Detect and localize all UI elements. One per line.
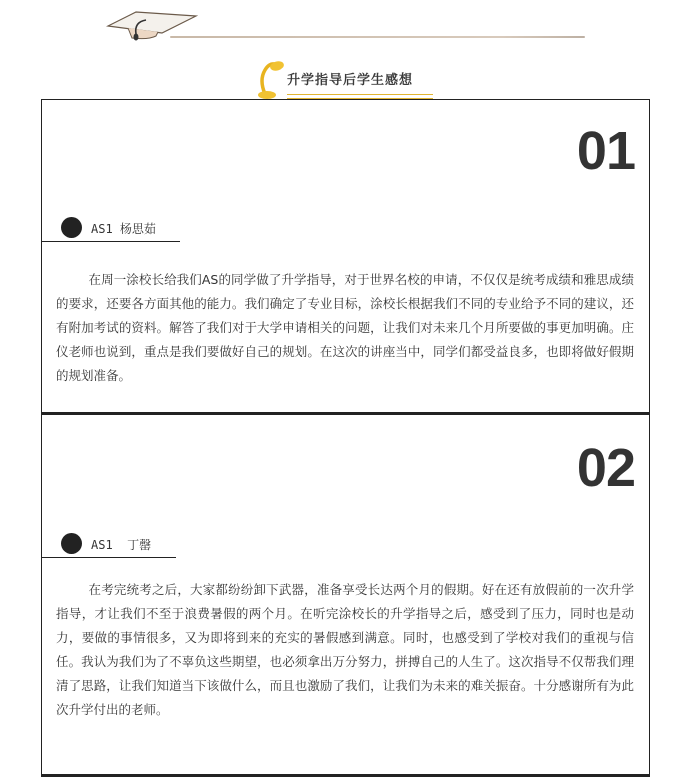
bullet-dot-icon xyxy=(61,533,82,554)
section-title: 升学指导后学生感想 xyxy=(287,73,414,88)
entry-number: 01 xyxy=(576,121,635,181)
decorative-line xyxy=(170,36,585,38)
student-name: AS1 丁罄 xyxy=(91,538,152,552)
desk-lamp-icon xyxy=(257,58,285,100)
testimonial-card xyxy=(41,99,650,412)
header-decoration xyxy=(0,0,676,100)
bullet-dot-icon xyxy=(61,217,82,238)
student-name: AS1 杨思茹 xyxy=(91,222,156,236)
testimonial-text: 在考完统考之后，大家都纷纷卸下武器，准备享受长达两个月的假期。好在还有放假前的一次升学指导，才让我们不至于浪费暑假的两个月。在听完涂校长的升学指导之后，感受到了压力，同时也是动力，要做的事情很多，又为即将到来的充实的暑假感到满意。同时，也感受到了学校对我们的重视与信任。我认为我们为了不辜负这些期望，也必须拿出万分努力，拼搏自己的人生了。这次指导不仅帮我们理清了思路，让我们知道当下该做什么，而且也激励了我们，让我们为未来的难关振奋。十分感谢所有为此次升学付出的老师。 xyxy=(56,582,634,717)
student-label xyxy=(42,215,180,242)
entry-number: 02 xyxy=(576,438,635,498)
testimonial-card xyxy=(41,412,650,777)
student-label xyxy=(42,531,176,558)
testimonial-text: 在周一涂校长给我们AS的同学做了升学指导，对于世界名校的申请，不仅仅是统考成绩和雅思成绩的要求，还要各方面其他的能力。我们确定了专业目标，涂校长根据我们不同的专业给予不同的建议，还有附加考试的资料。解答了我们对于大学申请相关的问题，让我们对未来几个月所要做的事更加明确。庄仪老师也说到，重点是我们要做好自己的规划。在这次的讲座当中，同学们都受益良多，也即将做好假期的规划准备。 xyxy=(56,272,634,383)
